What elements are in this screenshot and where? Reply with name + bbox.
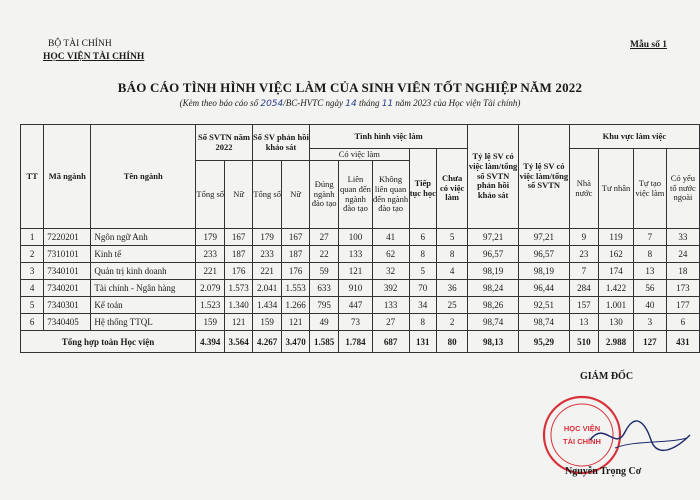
cell-tt: 1 bbox=[21, 229, 44, 246]
cell-foreign: 24 bbox=[666, 246, 699, 263]
academy-name: HỌC VIỆN TÀI CHÍNH bbox=[43, 52, 145, 62]
col-further-study: Tiếp tục học bbox=[409, 149, 436, 229]
cell-state: 9 bbox=[569, 229, 598, 246]
cell-g_female: 187 bbox=[225, 246, 253, 263]
cell-rate1: 96,57 bbox=[468, 246, 519, 263]
col-state: Nhà nước bbox=[569, 149, 598, 229]
cell-related: 447 bbox=[339, 297, 372, 314]
col-survey-total: Tổng số bbox=[252, 161, 281, 229]
cell-study: 34 bbox=[409, 297, 436, 314]
cell-unrelated: 62 bbox=[372, 246, 409, 263]
col-related-field: Liên quan đến ngành đào tạo bbox=[339, 161, 372, 229]
cell-tt: 6 bbox=[21, 314, 44, 331]
cell-rate2: 98,19 bbox=[519, 263, 570, 280]
cell-name: Tài chính - Ngân hàng bbox=[91, 280, 196, 297]
cell-unrelated: 32 bbox=[372, 263, 409, 280]
cell-tt: 3 bbox=[21, 263, 44, 280]
cell-foreign: 18 bbox=[666, 263, 699, 280]
cell-nojob: 4 bbox=[436, 263, 467, 280]
ministry-name: BỘ TÀI CHÍNH bbox=[48, 39, 112, 49]
cell-name: Hệ thống TTQL bbox=[91, 314, 196, 331]
cell-rate1: 97,21 bbox=[468, 229, 519, 246]
col-name: Tên ngành bbox=[91, 125, 196, 229]
cell-s_total: 179 bbox=[252, 229, 281, 246]
cell-name: Kinh tế bbox=[91, 246, 196, 263]
cell-self: 40 bbox=[634, 297, 667, 314]
cell-nojob: 5 bbox=[436, 229, 467, 246]
cell-study: 5 bbox=[409, 263, 436, 280]
cell-tt: 2 bbox=[21, 246, 44, 263]
cell-g_total: 233 bbox=[195, 246, 224, 263]
col-private: Tư nhân bbox=[598, 149, 633, 229]
cell-private: 130 bbox=[598, 314, 633, 331]
cell-right: 633 bbox=[309, 280, 338, 297]
cell-s_female: 1.266 bbox=[282, 297, 310, 314]
col-rate-total: Tỷ lệ SV có việc làm/tổng số SVTN bbox=[519, 125, 570, 229]
col-grads-total: Tổng số bbox=[195, 161, 224, 229]
cell-s_female: 1.553 bbox=[282, 280, 310, 297]
cell-related: 100 bbox=[339, 229, 372, 246]
cell-name: Ngôn ngữ Anh bbox=[91, 229, 196, 246]
cell-self: 7 bbox=[634, 229, 667, 246]
cell-g_female: 1.340 bbox=[225, 297, 253, 314]
report-month: 11 bbox=[381, 99, 394, 109]
cell-unrelated: 392 bbox=[372, 280, 409, 297]
cell-self: 3 bbox=[634, 314, 667, 331]
cell-nojob: 8 bbox=[436, 246, 467, 263]
cell-unrelated: 27 bbox=[372, 314, 409, 331]
cell-g_female: 176 bbox=[225, 263, 253, 280]
cell-private: 119 bbox=[598, 229, 633, 246]
cell-g_total: 221 bbox=[195, 263, 224, 280]
cell-private: 174 bbox=[598, 263, 633, 280]
cell-rate1: 98,74 bbox=[468, 314, 519, 331]
col-tt: TT bbox=[21, 125, 44, 229]
cell-self: 8 bbox=[634, 246, 667, 263]
cell-s_total: 1.434 bbox=[252, 297, 281, 314]
cell-s_female: 176 bbox=[282, 263, 310, 280]
table-row bbox=[21, 280, 700, 297]
cell-s_female: 187 bbox=[282, 246, 310, 263]
cell-g_total: 1.523 bbox=[195, 297, 224, 314]
cell-tt: 4 bbox=[21, 280, 44, 297]
stamp-line-2: TÀI CHÍNH bbox=[563, 437, 601, 446]
cell-code: 7220201 bbox=[44, 229, 91, 246]
cell-self: 13 bbox=[634, 263, 667, 280]
cell-nojob: 25 bbox=[436, 297, 467, 314]
cell-state: 157 bbox=[569, 297, 598, 314]
cell-study: 6 bbox=[409, 229, 436, 246]
col-status: Tình hình việc làm bbox=[309, 125, 467, 149]
cell-related: 73 bbox=[339, 314, 372, 331]
cell-code: 7340201 bbox=[44, 280, 91, 297]
cell-foreign: 173 bbox=[666, 280, 699, 297]
cell-s_total: 159 bbox=[252, 314, 281, 331]
cell-private: 162 bbox=[598, 246, 633, 263]
col-foreign: Có yếu tố nước ngoài bbox=[666, 149, 699, 229]
cell-code: 7340301 bbox=[44, 297, 91, 314]
cell-rate2: 98,74 bbox=[519, 314, 570, 331]
cell-code: 7340101 bbox=[44, 263, 91, 280]
employment-table bbox=[20, 124, 700, 353]
cell-state: 23 bbox=[569, 246, 598, 263]
total-row: Tổng hợp toàn Học viện 4.394 3.564 4.267 3.470 1.585 1.784 687 131 80 98,13 95,29 510 2.988 127 431 bbox=[21, 331, 700, 353]
signer-name: Nguyễn Trọng Cơ bbox=[565, 466, 642, 477]
cell-rate2: 92,51 bbox=[519, 297, 570, 314]
table-body bbox=[21, 229, 700, 331]
col-survey-female: Nữ bbox=[282, 161, 310, 229]
cell-g_female: 1.573 bbox=[225, 280, 253, 297]
cell-state: 13 bbox=[569, 314, 598, 331]
cell-related: 910 bbox=[339, 280, 372, 297]
col-grads: Số SVTN năm 2022 bbox=[195, 125, 252, 161]
report-subtitle: (Kèm theo báo cáo số 2054/BC-HVTC ngày 14 tháng 11 năm 2023 của Học viện Tài chính) bbox=[179, 98, 521, 109]
col-sector: Khu vực làm việc bbox=[569, 125, 699, 149]
cell-g_total: 159 bbox=[195, 314, 224, 331]
table-row bbox=[21, 297, 700, 314]
cell-rate2: 96,44 bbox=[519, 280, 570, 297]
cell-study: 8 bbox=[409, 246, 436, 263]
col-code: Mã ngành bbox=[44, 125, 91, 229]
cell-s_female: 167 bbox=[282, 229, 310, 246]
col-grads-female: Nữ bbox=[225, 161, 253, 229]
cell-unrelated: 41 bbox=[372, 229, 409, 246]
cell-rate2: 97,21 bbox=[519, 229, 570, 246]
cell-right: 27 bbox=[309, 229, 338, 246]
form-number: Mẫu số 1 bbox=[630, 40, 667, 50]
col-self-employed: Tự tạo việc làm bbox=[634, 149, 667, 229]
cell-s_total: 2.041 bbox=[252, 280, 281, 297]
report-day: 14 bbox=[345, 99, 357, 109]
signer-role: GIÁM ĐỐC bbox=[580, 371, 634, 382]
col-employed: Có việc làm bbox=[309, 149, 409, 161]
cell-g_total: 179 bbox=[195, 229, 224, 246]
handwritten-signature bbox=[585, 410, 695, 460]
cell-study: 70 bbox=[409, 280, 436, 297]
total-label: Tổng hợp toàn Học viện bbox=[21, 331, 196, 353]
col-unrelated-field: Không liên quan đến ngành đào tạo bbox=[372, 161, 409, 229]
table-row bbox=[21, 246, 700, 263]
cell-foreign: 6 bbox=[666, 314, 699, 331]
table-row bbox=[21, 314, 700, 331]
cell-nojob: 36 bbox=[436, 280, 467, 297]
cell-g_female: 167 bbox=[225, 229, 253, 246]
cell-tt: 5 bbox=[21, 297, 44, 314]
cell-g_total: 2.079 bbox=[195, 280, 224, 297]
cell-s_total: 221 bbox=[252, 263, 281, 280]
cell-right: 49 bbox=[309, 314, 338, 331]
cell-private: 1.001 bbox=[598, 297, 633, 314]
cell-rate2: 96,57 bbox=[519, 246, 570, 263]
report-number: 2054 bbox=[260, 99, 284, 109]
cell-state: 284 bbox=[569, 280, 598, 297]
col-survey: Số SV phản hồi khảo sát bbox=[252, 125, 309, 161]
cell-right: 795 bbox=[309, 297, 338, 314]
cell-name: Quản trị kinh doanh bbox=[91, 263, 196, 280]
cell-self: 56 bbox=[634, 280, 667, 297]
cell-unrelated: 133 bbox=[372, 297, 409, 314]
cell-nojob: 2 bbox=[436, 314, 467, 331]
cell-foreign: 177 bbox=[666, 297, 699, 314]
col-right-field: Đúng ngành đào tạo bbox=[309, 161, 338, 229]
col-rate-survey: Tỷ lệ SV có việc làm/tổng số SVTN phản hồi khảo sát bbox=[468, 125, 519, 229]
cell-s_female: 121 bbox=[282, 314, 310, 331]
stamp-line-1: HỌC VIỆN bbox=[563, 424, 601, 433]
cell-s_total: 233 bbox=[252, 246, 281, 263]
table-row bbox=[21, 263, 700, 280]
cell-right: 59 bbox=[309, 263, 338, 280]
report-title: BÁO CÁO TÌNH HÌNH VIỆC LÀM CỦA SINH VIÊN TỐT NGHIỆP NĂM 2022 bbox=[117, 80, 583, 95]
cell-rate1: 98,26 bbox=[468, 297, 519, 314]
cell-rate1: 98,24 bbox=[468, 280, 519, 297]
cell-g_female: 121 bbox=[225, 314, 253, 331]
cell-study: 8 bbox=[409, 314, 436, 331]
cell-right: 22 bbox=[309, 246, 338, 263]
cell-rate1: 98,19 bbox=[468, 263, 519, 280]
cell-code: 7310101 bbox=[44, 246, 91, 263]
cell-private: 1.422 bbox=[598, 280, 633, 297]
cell-state: 7 bbox=[569, 263, 598, 280]
col-no-job: Chưa có việc làm bbox=[436, 149, 467, 229]
cell-related: 133 bbox=[339, 246, 372, 263]
cell-related: 121 bbox=[339, 263, 372, 280]
cell-foreign: 33 bbox=[666, 229, 699, 246]
table-row bbox=[21, 229, 700, 246]
cell-name: Kế toán bbox=[91, 297, 196, 314]
cell-code: 7340405 bbox=[44, 314, 91, 331]
